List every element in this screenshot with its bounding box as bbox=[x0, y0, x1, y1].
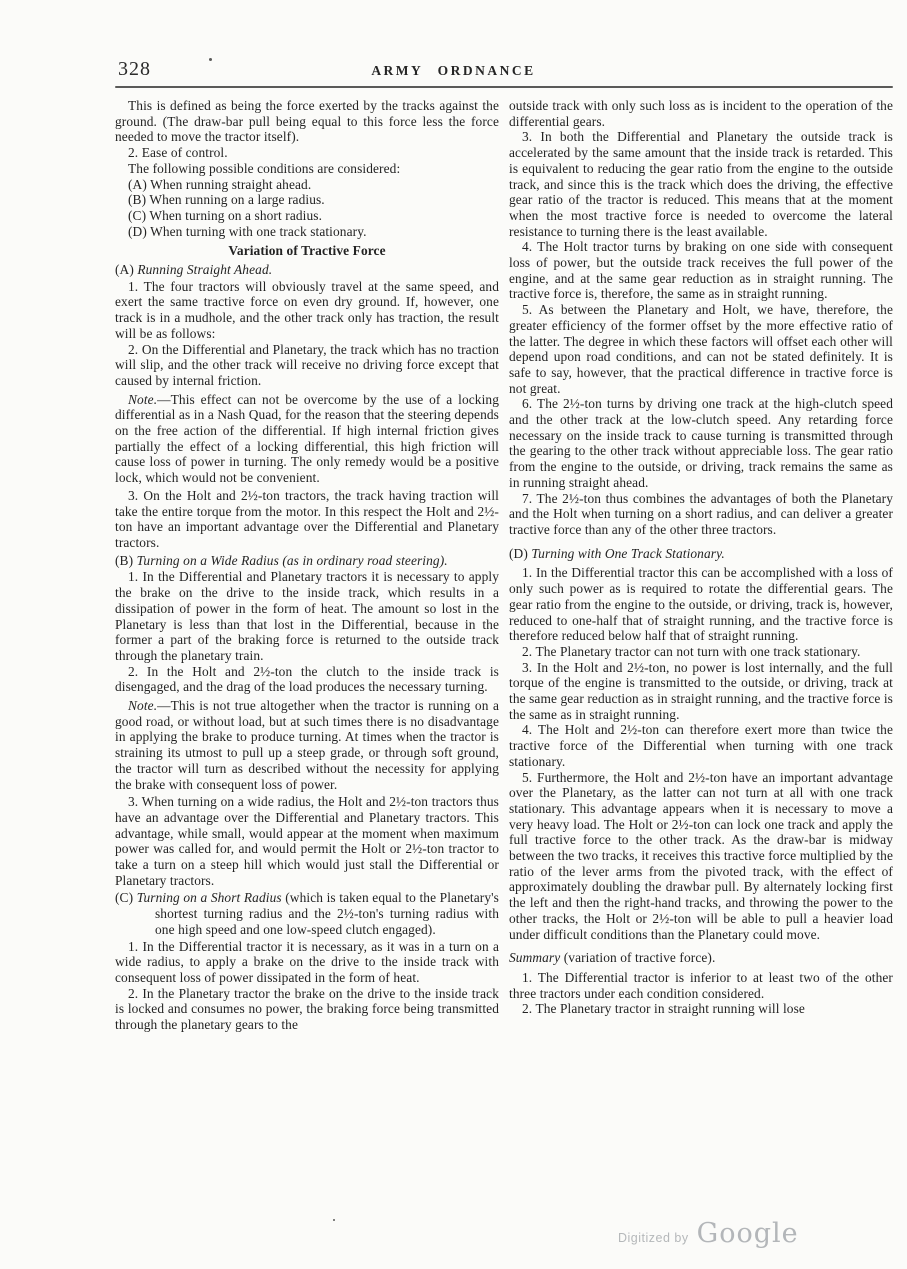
google-logo: Google bbox=[696, 1218, 799, 1249]
digitized-by-label: Digitized by bbox=[618, 1231, 689, 1245]
paragraph: 2. Ease of control. bbox=[128, 145, 228, 161]
note-paragraph: Note.—This is not true altogether when the tractor is running on a good road, or without load, but at such times there is no disadvantage in applying the brake to produce turning. At times when the tractor is straining its utmost to pull up a steep grade, or through soft ground, the tractor will turn as described without the necessity for applying the brake with consequent loss of power. bbox=[115, 698, 499, 792]
right-column bbox=[509, 98, 893, 1033]
center-heading: Variation of Tractive Force bbox=[228, 243, 386, 259]
paragraph: 2. On the Differential and Planetary, the track which has no traction will slip, and the other track will receive no driving force except that caused by internal friction. bbox=[115, 341, 499, 388]
digitized-by-watermark bbox=[618, 1218, 799, 1249]
left-column bbox=[115, 98, 499, 1033]
paragraph: 1. The Differential tractor is inferior to at least two of the other three tractors under each condition considered. bbox=[509, 969, 893, 1001]
paragraph: 2. The Planetary tractor in straight running will lose bbox=[522, 1001, 805, 1017]
paragraph: 4. The Holt and 2½-ton can therefore exert more than twice the tractive force of the Differential when turning with one track stationary. bbox=[509, 722, 893, 769]
text-columns bbox=[115, 98, 893, 1033]
paragraph: 6. The 2½-ton turns by driving one track at the high-clutch speed and the other track at the low-clutch speed. Any retarding force necessary on the inside track to cause turning is transmitted through the gearing to the other track without appreciable loss. The gear ratio from the engine to the outside, or driving, track remains the same as in running straight ahead. bbox=[509, 396, 893, 490]
section-heading: (A) Running Straight Ahead. bbox=[115, 262, 273, 278]
paragraph: 2. In the Planetary tractor the brake on the drive to the inside track is locked and consumes no power, the braking force being transmitted through the planetary gears to the bbox=[115, 985, 499, 1033]
paragraph: 1. In the Differential tractor this can be accomplished with a loss of only such power as is required to rotate the differential gears. The gear ratio from the engine to the outside, or driving, track is, however, reduced to one-half that of straight running, and the tractive force is therefore reduced below half that of straight running. bbox=[509, 565, 893, 644]
paragraph: 1. In the Differential and Planetary tractors it is necessary to apply the brake on the drive to the inside track, which results in a dissipation of power in the form of heat. The amount so lost in the Planetary is less than that lost in the Differential, because in the former a part of the braking force is returned to the outside track through the planetary train. bbox=[115, 569, 499, 663]
running-header-title: ARMY ORDNANCE bbox=[371, 63, 536, 78]
paragraph: 5. Furthermore, the Holt and 2½-ton have an important advantage over the Planetary, as the latter can not turn at all with one track stationary. This advantage appears when it is necessary to move a very heavy load. The Holt or 2½-ton can lock one track and apply the full tractive force to the other track. As the draw-bar is midway between the two tracks, it receives this tractive force multiplied by the ratio of the lever arms from the pivoted track, with the effect of approximately doubling the drawbar pull. By alternately locking first the left and then the right-hand tracks, and throwing the power to the other tracks, the Holt or 2½-ton will be able to pull a heavier load under difficult conditions than the Planetary could move. bbox=[509, 769, 893, 942]
paragraph: (D) When turning with one track stationary. bbox=[128, 223, 367, 239]
paragraph: (B) When running on a large radius. bbox=[128, 192, 325, 208]
page-number: 328 bbox=[118, 58, 151, 80]
paragraph: 3. When turning on a wide radius, the Holt and 2½-ton tractors thus have an advantage over the Differential and Planetary tractors. This advantage, while small, would appear at the moment when maximum power was called for, and would permit the Holt or 2½-ton tractor to take a turn on a steep hill which would just stall the Differential or Planetary tractors. bbox=[115, 794, 499, 888]
paragraph: 7. The 2½-ton thus combines the advantages of both the Planetary and the Holt when turning on a short radius, and can deliver a greater tractive force than any of the other three tractors. bbox=[509, 490, 893, 537]
section-heading: Summary (variation of tractive force). bbox=[509, 950, 716, 966]
paragraph: 5. As between the Planetary and Holt, we have, therefore, the greater efficiency of the former offset by the more effective ratio of the latter. The degree in which these factors will offset each other will depend upon road conditions, and can not be stated definitely. It is safe to say, however, that the practical difference in tractive force is not great. bbox=[509, 302, 893, 396]
paragraph: This is defined as being the force exerted by the tracks against the ground. (The draw-bar pull being equal to this force less the force needed to move the tractor itself). bbox=[115, 98, 499, 145]
paragraph: 4. The Holt tractor turns by braking on one side with consequent loss of power, but the outside track receives the full power of the engine, and at the same gear reduction as in straight running. The tractive force is, therefore, the same as in straight running. bbox=[509, 239, 893, 302]
section-heading: (B) Turning on a Wide Radius (as in ordinary road steering). bbox=[115, 552, 448, 568]
ink-speck bbox=[333, 1219, 335, 1221]
ink-speck bbox=[209, 58, 212, 61]
paragraph: 3. In the Holt and 2½-ton, no power is lost internally, and the full torque of the engine is transmitted to the outside, or driving, track at the same gear reduction as in straight running, and the tractive force is the same as in straight running. bbox=[509, 659, 893, 722]
paragraph: 1. The four tractors will obviously travel at the same speed, and exert the same tractive force on even dry ground. If, however, one track is in a mudhole, and the other track only has traction, the result will be as follows: bbox=[115, 278, 499, 341]
section-heading: (D) Turning with One Track Stationary. bbox=[509, 545, 725, 561]
paragraph: outside track with only such loss as is incident to the operation of the differential gears. bbox=[509, 98, 893, 129]
paragraph: The following possible conditions are considered: bbox=[128, 160, 401, 176]
paragraph: 2. The Planetary tractor can not turn with one track stationary. bbox=[522, 643, 861, 659]
paragraph: (C) When turning on a short radius. bbox=[128, 207, 323, 223]
paragraph: 1. In the Differential tractor it is necessary, as it was in a turn on a wide radius, to apply a brake on the drive to the inside track with consequent loss of power dissipated in the form of heat. bbox=[115, 938, 499, 985]
header-rule bbox=[115, 86, 893, 88]
section-heading: (C) Turning on a Short Radius (which is taken equal to the Planetary's shortest turning radius and the 2½-ton's turning radius with one high speed and one low-speed clutch engaged). bbox=[115, 890, 499, 937]
paragraph: 3. On the Holt and 2½-ton tractors, the track having traction will take the entire torque from the motor. In this respect the Holt and 2½-ton have an important advantage over the Differential and Planetary tractors. bbox=[115, 487, 499, 550]
paragraph: (A) When running straight ahead. bbox=[128, 176, 312, 192]
paragraph: 2. In the Holt and 2½-ton the clutch to the inside track is disengaged, and the drag of the load produces the necessary turning. bbox=[115, 663, 499, 695]
paragraph: 3. In both the Differential and Planetary the outside track is accelerated by the same amount that the inside track is retarded. This is equivalent to reducing the gear ratio from the engine to the outside track, and since this is the track which does the driving, the effective gear ratio of the tractor is reduced. This means that at the moment when the most tractive force is needed to overcome the lateral resistance to turning there is the least available. bbox=[509, 129, 893, 239]
note-paragraph: Note.—This effect can not be overcome by the use of a locking differential as in a Nash Quad, for the reason that the steering depends on the free action of the differential. If high internal friction gives partially the effect of a locking differential, this high friction will cause loss of power in turning. The only remedy would be a positive lock, which would not be convenient. bbox=[115, 391, 499, 486]
